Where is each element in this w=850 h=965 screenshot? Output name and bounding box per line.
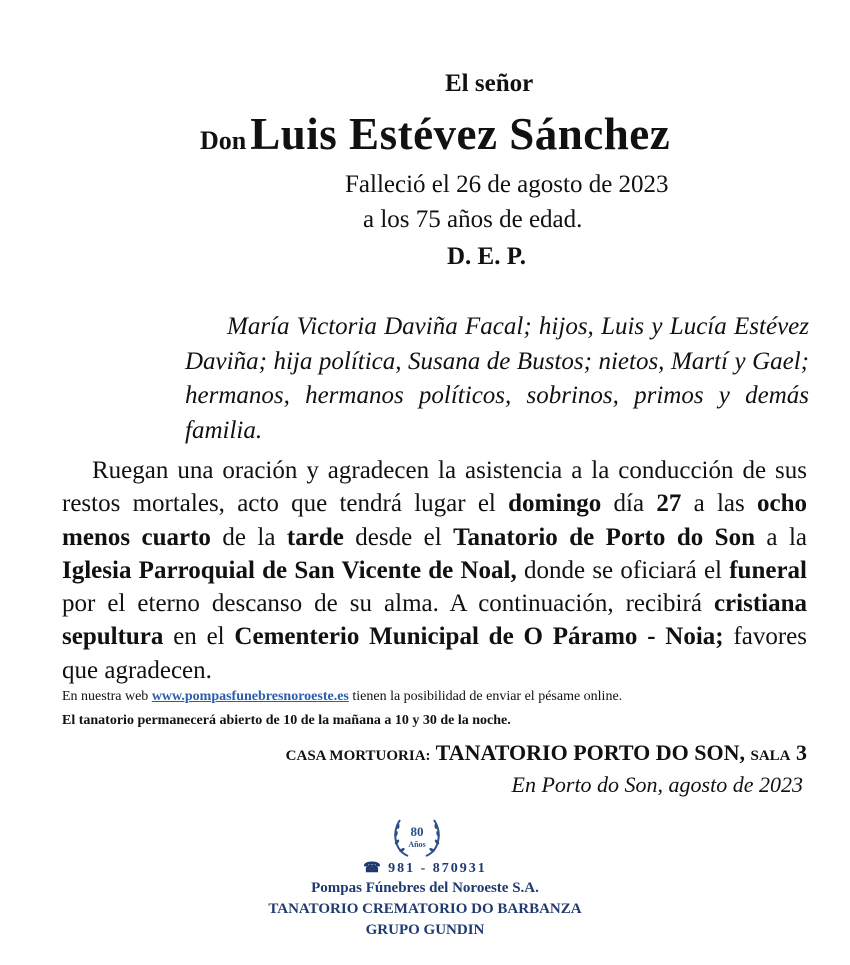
dep-line: D. E. P.: [447, 243, 526, 270]
anniversary-logo: [388, 812, 446, 860]
announcement-text: de la: [210, 523, 287, 551]
web-note-text: En nuestra web: [62, 689, 152, 704]
logo-number: 80: [410, 824, 424, 839]
death-date: Falleció el 26 de agosto de 2023: [345, 171, 669, 198]
name-prefix: Don: [200, 126, 247, 155]
announcement-bold: Iglesia Parroquial de San Vicente de Noal,: [62, 556, 517, 584]
announcement-paragraph: [62, 454, 807, 687]
logo-word: Años: [408, 840, 426, 849]
announcement-bold: funeral: [729, 556, 808, 584]
announcement-text: Ruegan una oración y agradecen la asistencia a la conducción de sus restos mortales, acto que tendrá lugar el: [62, 457, 807, 518]
place-date: En Porto do Son, agosto de 2023: [511, 772, 803, 797]
announcement-bold: 27: [656, 490, 682, 518]
announcement-bold: Cementerio Municipal de O Páramo - Noia;: [234, 623, 724, 651]
deceased-name: Luis Estévez Sánchez: [250, 109, 671, 159]
deceased-name-line: [200, 108, 670, 160]
age-line: a los 75 años de edad.: [363, 206, 583, 233]
room-number: 3: [796, 740, 807, 765]
house-name: TANATORIO PORTO DO SON,: [435, 740, 745, 765]
firm-line-3: GRUPO GUNDIN: [365, 922, 485, 938]
funeral-home-line: [286, 740, 807, 766]
phone-number: 981 - 870931: [388, 861, 487, 876]
family-paragraph: María Victoria Daviña Facal; hijos, Luis y Lucía Estévez Daviña; hija política, Susana de Bustos; nietos, Martí y Gael; hermanos, hermanos políticos, sobrinos, primos y demás familia.: [185, 313, 809, 444]
announcement-bold: cristiana sepultura: [62, 590, 807, 651]
phone-icon: ☎: [363, 861, 383, 876]
hours-note: El tanatorio permanecerá abierto de 10 de la mañana a 10 y 30 de la noche.: [62, 713, 511, 728]
announcement-text: a las: [681, 490, 757, 518]
website-link[interactable]: www.pompasfunebresnoroeste.es: [151, 689, 349, 704]
announcement-text: a la: [754, 523, 808, 551]
announcement-bold: domingo: [508, 490, 602, 518]
room-label: SALA: [750, 748, 791, 764]
announcement-text: desde el: [343, 523, 454, 551]
announcement-text: favores que agradecen.: [62, 623, 808, 684]
announcement-bold: ocho menos cuarto: [62, 490, 807, 551]
intro-title: El señor: [445, 70, 534, 97]
firm-name: Pompas Fúnebres del Noroeste S.A.: [311, 880, 539, 896]
firm-line-2: TANATORIO CREMATORIO DO BARBANZA: [268, 901, 582, 917]
house-label: CASA MORTUORIA:: [285, 748, 431, 764]
web-note: [62, 689, 622, 705]
announcement-text: por el eterno descanso de su alma. A continuación, recibirá: [62, 590, 714, 618]
announcement-text: día: [601, 490, 657, 518]
phone-line: [0, 860, 850, 877]
announcement-text: en el: [163, 623, 235, 651]
announcement-bold: tarde: [286, 523, 344, 551]
web-note-text: tienen la posibilidad de enviar el pésame online.: [348, 689, 623, 704]
announcement-text: donde se oficiará el: [516, 556, 730, 584]
announcement-bold: Tanatorio de Porto do Son: [453, 523, 755, 551]
